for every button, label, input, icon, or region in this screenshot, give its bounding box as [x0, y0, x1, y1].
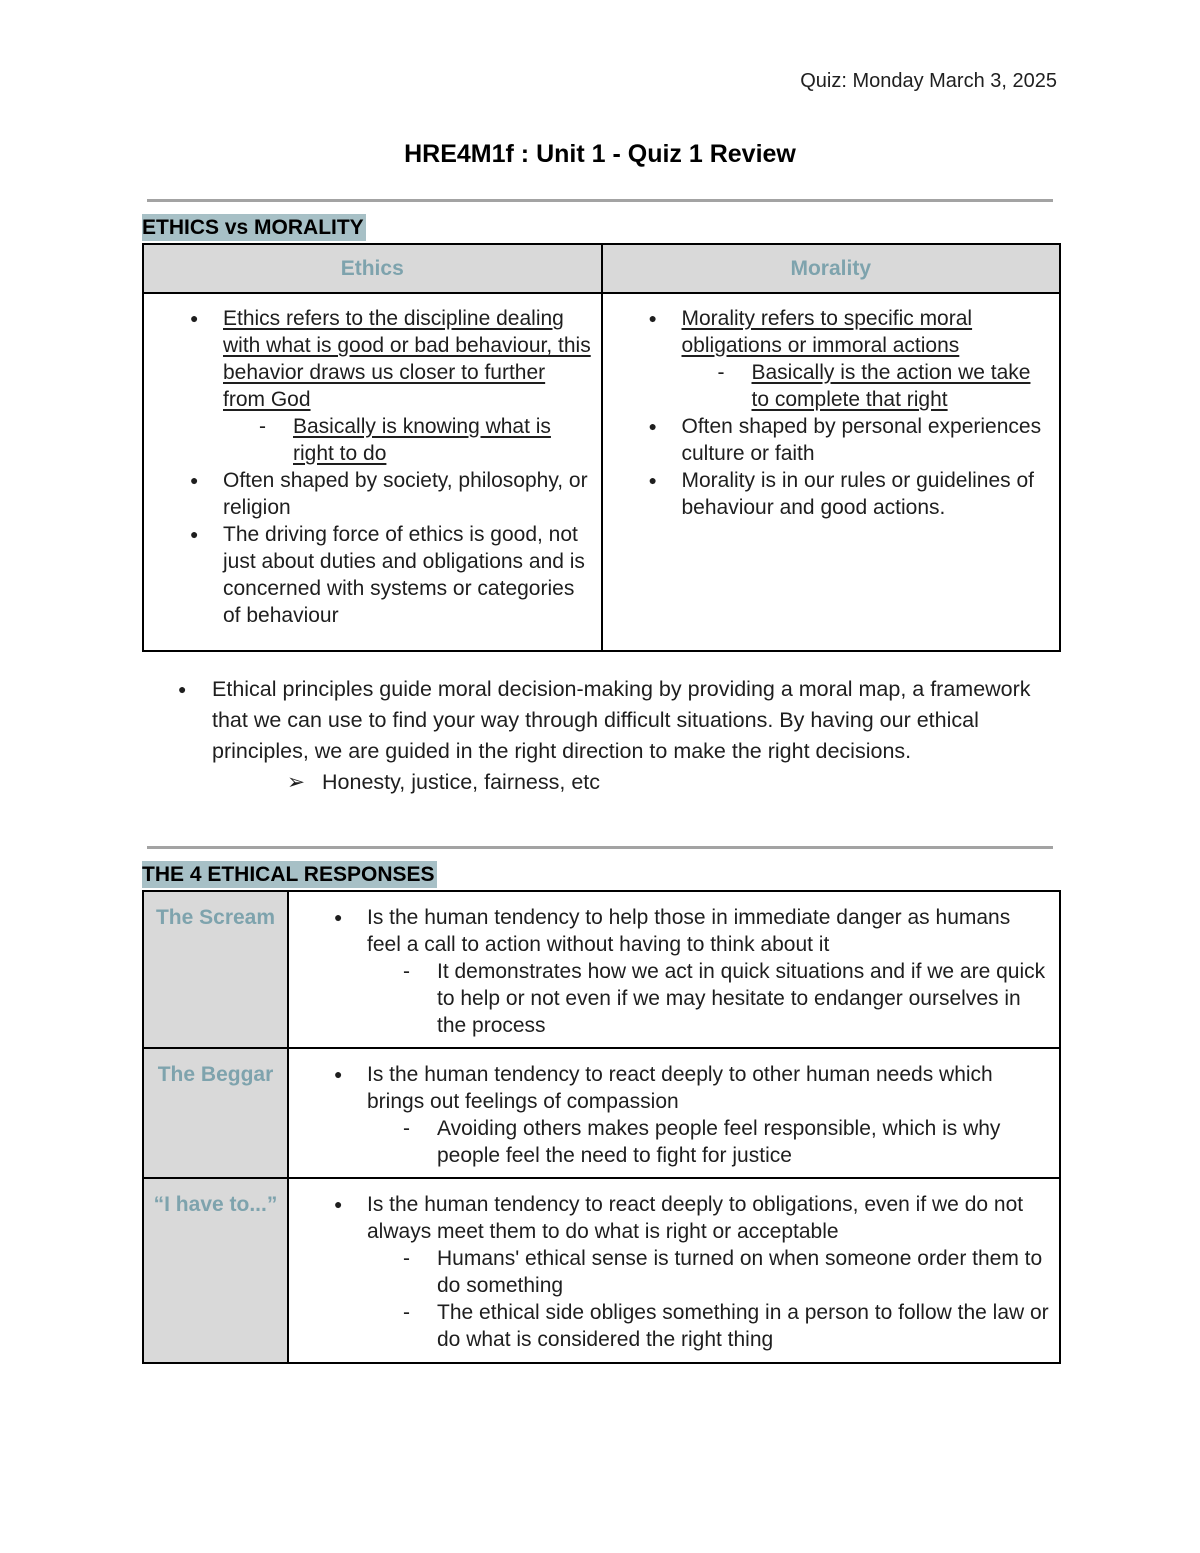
list-item: - It demonstrates how we act in quick situations and if we are quick to help or not even if we may hesitate to endanger ourselves in the process [367, 958, 1049, 1039]
list-item: - Humans' ethical sense is turned on when someone order them to do something [367, 1245, 1049, 1299]
quiz-date: Quiz: Monday March 3, 2025 [800, 70, 1057, 92]
list-item [682, 359, 1052, 413]
section-heading-ethical-responses: THE 4 ETHICAL RESPONSES [142, 863, 435, 886]
morality-cell [602, 293, 1061, 651]
list-item: ● Often shaped by society, philosophy, or religion [144, 467, 593, 521]
list-item [289, 1191, 1049, 1353]
table-row [143, 891, 1060, 1048]
list-item [289, 904, 1049, 1039]
column-header-ethics: Ethics [143, 244, 602, 293]
list-item: ● Morality is in our rules or guidelines of behaviour and good actions. [603, 467, 1052, 521]
response-point: Is the human tendency to react deeply to obligations, even if we do not always meet them to do what is right or acceptable [367, 1193, 1024, 1243]
response-label: The Beggar [143, 1048, 288, 1178]
response-label: The Scream [143, 891, 288, 1048]
morality-definition-sub: Basically is the action we take to complete that right [751, 361, 1031, 411]
list-item: - The ethical side obliges something in a person to follow the law or do what is considered the right thing [367, 1299, 1049, 1353]
morality-definition: Morality refers to specific moral obligations or immoral actions [681, 307, 973, 357]
list-item [289, 1061, 1049, 1169]
response-description [288, 1178, 1060, 1363]
table-row [143, 1178, 1060, 1363]
response-point: Is the human tendency to react deeply to other human needs which brings out feelings of compassion [367, 1063, 993, 1113]
list-item: ● Often shaped by personal experiences culture or faith [603, 413, 1052, 467]
ethical-responses-table [142, 890, 1061, 1364]
ethics-cell [143, 293, 602, 651]
list-item [172, 674, 1062, 798]
section-heading-ethics-vs-morality: ETHICS vs MORALITY [142, 216, 364, 239]
divider [147, 846, 1053, 849]
ethics-morality-table [142, 243, 1061, 652]
table-row [143, 1048, 1060, 1178]
response-label: “I have to...” [143, 1178, 288, 1363]
paragraph-text: Ethical principles guide moral decision-making by providing a moral map, a framework that we can use to find your way through difficult situations. By having our ethical principles, we are guided in the right direction to make the right decisions. [212, 677, 1031, 763]
response-description [288, 891, 1060, 1048]
list-item: ● The driving force of ethics is good, not just about duties and obligations and is concerned with systems or categories of behaviour [144, 521, 593, 629]
list-item [144, 305, 593, 467]
column-header-morality: Morality [602, 244, 1061, 293]
ethical-principles-paragraph [172, 674, 1062, 798]
response-point: Is the human tendency to help those in immediate danger as humans feel a call to action without having to think about it [367, 906, 1011, 956]
page-title: HRE4M1f : Unit 1 - Quiz 1 Review [404, 140, 796, 168]
list-item [603, 305, 1052, 413]
ethics-definition-sub: Basically is knowing what is right to do [293, 415, 551, 465]
response-description [288, 1048, 1060, 1178]
list-item: ➢ Honesty, justice, fairness, etc [212, 767, 1062, 798]
ethics-definition: Ethics refers to the discipline dealing with what is good or bad behaviour, this behavior draws us closer to further from God [223, 307, 591, 411]
list-item [223, 413, 593, 467]
list-item: - Avoiding others makes people feel responsible, which is why people feel the need to fight for justice [367, 1115, 1049, 1169]
divider [147, 199, 1053, 202]
